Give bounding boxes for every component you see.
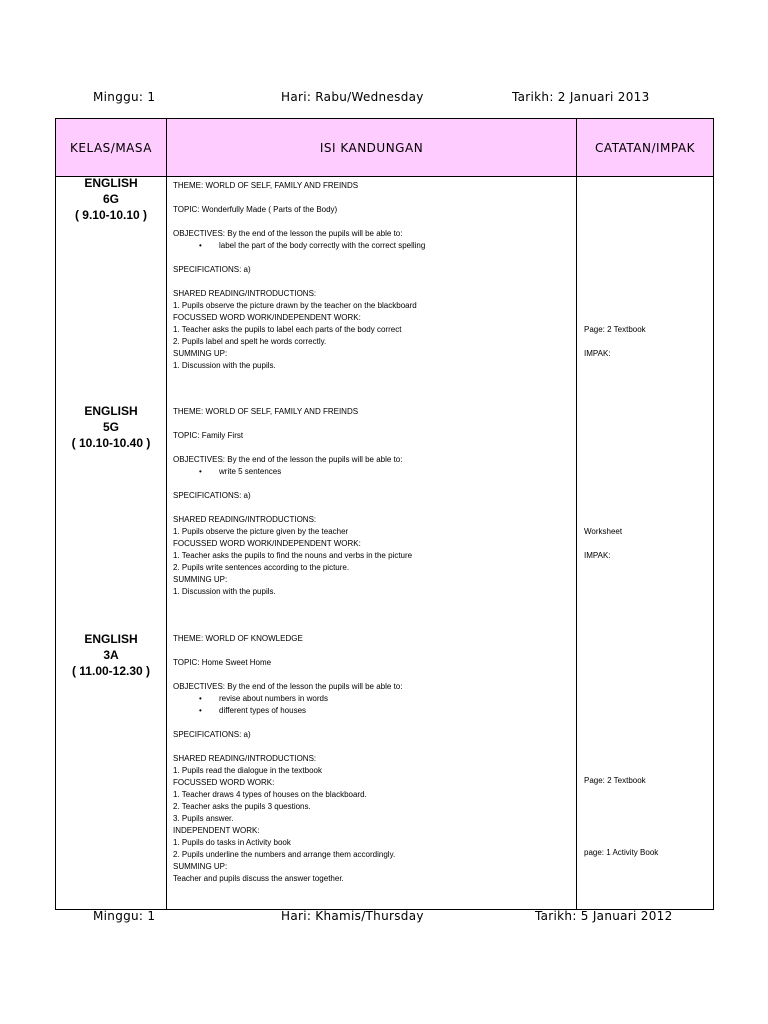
week-label-bottom: Minggu: 1 [93,909,156,923]
step-line: SUMMING UP: [173,349,228,358]
note-text: page: 1 Activity Book [584,848,659,857]
subject-label: ENGLISH [84,632,138,646]
step-line: 1. Pupils observe the picture drawn by the teacher on the blackboard [173,301,417,310]
step-line: SHARED READING/INTRODUCTIONS: [173,754,317,763]
step-line: 2. Teacher asks the pupils 3 questions. [173,802,311,811]
step-line: SHARED READING/INTRODUCTIONS: [173,515,317,524]
objective-bullet: • label the part of the body correctly with the correct spelling [173,240,573,252]
objectives-line: OBJECTIVES: By the end of the lesson the pupils will be able to: [173,229,403,238]
step-line: 3. Pupils answer. [173,814,234,823]
class-label: 5G [102,420,119,434]
step-line: 1. Pupils do tasks in Activity book [173,838,291,847]
column-divider [166,118,167,910]
specifications-line: SPECIFICATIONS: a) [173,265,251,274]
header-isi-kandungan: ISI KANDUNGAN [167,119,576,176]
topic-line: TOPIC: Wonderfully Made ( Parts of the Body) [173,205,338,214]
impak-label: IMPAK: [584,349,611,358]
day-label-top: Hari: Rabu/Wednesday [281,90,424,104]
theme-line: THEME: WORLD OF KNOWLEDGE [173,634,303,643]
column-divider [576,118,577,910]
step-line: 1. Teacher asks the pupils to find the nouns and verbs in the picture [173,551,413,560]
step-line: 1. Teacher draws 4 types of houses on the blackboard. [173,790,367,799]
class-label: 6G [102,192,119,206]
objectives-line: OBJECTIVES: By the end of the lesson the pupils will be able to: [173,682,403,691]
step-line: FOCUSSED WORD WORK/INDEPENDENT WORK: [173,313,361,322]
table-header-row [56,119,713,177]
step-line: 1. Pupils observe the picture given by the teacher [173,527,349,536]
specifications-line: SPECIFICATIONS: a) [173,730,251,739]
lesson-class-cell [56,175,166,223]
step-line: 2. Pupils label and spelt he words correctly. [173,337,327,346]
objective-bullet: • revise about numbers in words [173,693,573,705]
note-text: Page: 2 Textbook [584,776,646,785]
week-label-top: Minggu: 1 [93,90,156,104]
step-line: 1. Discussion with the pupils. [173,587,276,596]
topic-line: TOPIC: Family First [173,431,244,440]
objective-bullet: • different types of houses [173,705,573,717]
objectives-line: OBJECTIVES: By the end of the lesson the pupils will be able to: [173,455,403,464]
topic-line: TOPIC: Home Sweet Home [173,658,272,667]
step-line: FOCUSSED WORD WORK: [173,778,275,787]
step-line: 2. Pupils underline the numbers and arrange them accordingly. [173,850,396,859]
step-line: 1. Discussion with the pupils. [173,361,276,370]
header-kelas-masa: KELAS/MASA [56,119,166,176]
step-line: SUMMING UP: [173,575,228,584]
objective-bullet: • write 5 sentences [173,466,573,478]
note-text: Worksheet [584,527,623,536]
step-line: FOCUSSED WORD WORK/INDEPENDENT WORK: [173,539,361,548]
step-line: Teacher and pupils discuss the answer together. [173,874,344,883]
lesson-content [173,406,573,598]
time-label: ( 10.10-10.40 ) [71,436,151,450]
class-label: 3A [103,648,119,662]
subject-label: ENGLISH [84,176,138,190]
date-label-top: Tarikh: 2 Januari 2013 [512,90,650,104]
time-label: ( 11.00-12.30 ) [71,664,151,678]
step-line: INDEPENDENT WORK: [173,826,260,835]
step-line: SHARED READING/INTRODUCTIONS: [173,289,317,298]
lesson-class-cell [56,403,166,451]
step-line: 2. Pupils write sentences according to the picture. [173,563,350,572]
lesson-content [173,633,573,885]
subject-label: ENGLISH [84,404,138,418]
time-label: ( 9.10-10.10 ) [74,208,148,222]
specifications-line: SPECIFICATIONS: a) [173,491,251,500]
date-label-bottom: Tarikh: 5 Januari 2012 [535,909,673,923]
theme-line: THEME: WORLD OF SELF, FAMILY AND FREINDS [173,407,359,416]
header-catatan-impak: CATATAN/IMPAK [577,119,713,176]
lesson-content [173,180,573,372]
note-text: Page: 2 Textbook [584,325,646,334]
step-line: 1. Pupils read the dialogue in the textbook [173,766,322,775]
step-line: 1. Teacher asks the pupils to label each parts of the body correct [173,325,402,334]
day-label-bottom: Hari: Khamis/Thursday [281,909,424,923]
theme-line: THEME: WORLD OF SELF, FAMILY AND FREINDS [173,181,359,190]
lesson-class-cell [56,631,166,679]
impak-label: IMPAK: [584,551,611,560]
step-line: SUMMING UP: [173,862,228,871]
